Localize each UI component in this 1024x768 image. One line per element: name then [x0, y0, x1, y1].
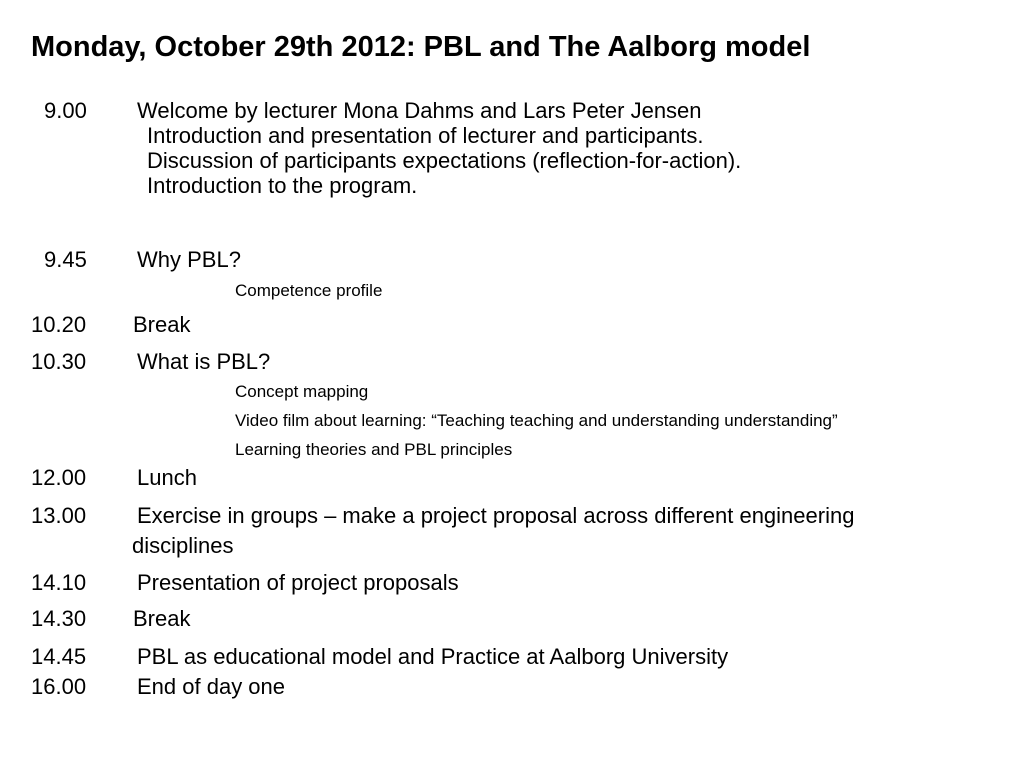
detail-video-film: Video film about learning: “Teaching teaching and understanding understanding” — [235, 411, 838, 430]
item-end-of-day: End of day one — [137, 674, 286, 699]
time-1410: 14.10 — [31, 570, 87, 595]
item-presentation: Presentation of project proposals — [137, 570, 459, 595]
item-exercise-cont: disciplines — [132, 533, 234, 558]
item-pbl-model: PBL as educational model and Practice at Aalborg University — [137, 644, 729, 669]
page-title: Monday, October 29th 2012: PBL and The Aalborg model — [31, 31, 811, 63]
time-0945: 9.45 — [44, 247, 87, 272]
time-1030: 10.30 — [31, 349, 87, 374]
time-1020: 10.20 — [31, 312, 87, 337]
item-break-1430: Break — [133, 606, 191, 631]
detail-introduction: Introduction and presentation of lecturer and participants. — [147, 123, 704, 148]
time-1600: 16.00 — [31, 674, 87, 699]
detail-discussion: Discussion of participants expectations (reflection-for-action). — [147, 148, 742, 173]
item-what-is-pbl: What is PBL? — [137, 349, 271, 374]
time-1300: 13.00 — [31, 503, 87, 528]
time-1445: 14.45 — [31, 644, 87, 669]
time-1200: 12.00 — [31, 465, 87, 490]
item-exercise: Exercise in groups – make a project proposal across different engineering — [137, 503, 855, 528]
detail-learning-theories: Learning theories and PBL principles — [235, 440, 513, 459]
item-lunch: Lunch — [137, 465, 197, 490]
item-why-pbl: Why PBL? — [137, 247, 241, 272]
item-break-1020: Break — [133, 312, 191, 337]
detail-concept-mapping: Concept mapping — [235, 382, 369, 401]
time-0900: 9.00 — [44, 98, 87, 123]
detail-competence-profile: Competence profile — [235, 281, 383, 300]
item-welcome: Welcome by lecturer Mona Dahms and Lars Peter Jensen — [137, 98, 702, 123]
time-1430: 14.30 — [31, 606, 87, 631]
detail-program-intro: Introduction to the program. — [147, 173, 418, 198]
